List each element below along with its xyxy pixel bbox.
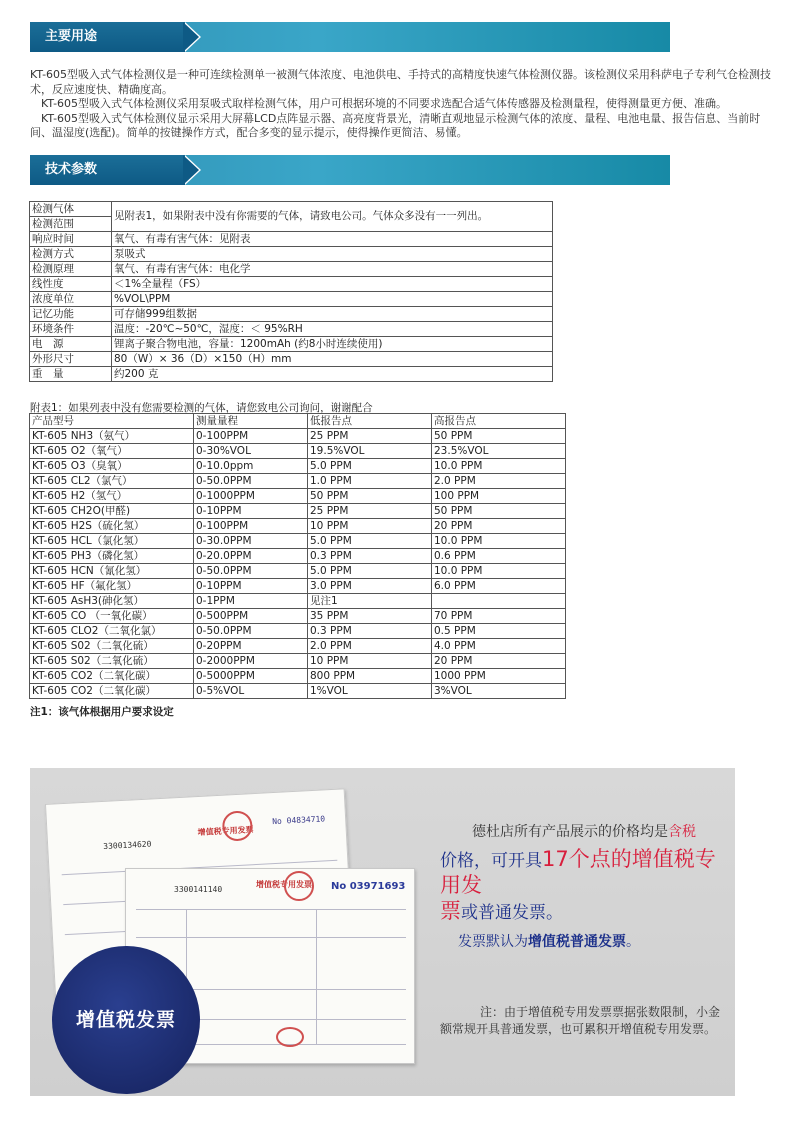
banner-chevron-icon	[183, 22, 199, 52]
gas-table-row	[30, 459, 566, 474]
spec-value: 可存储999组数据	[112, 307, 553, 322]
promo-text: 或	[461, 903, 478, 923]
gas-table-row	[30, 489, 566, 504]
invoice-rule	[316, 909, 317, 1044]
spec-row	[30, 367, 553, 382]
gas-table-cell: 0-50.0PPM	[194, 564, 308, 579]
gas-table-cell: 0-10PPM	[194, 504, 308, 519]
gas-table-cell: 0-20.0PPM	[194, 549, 308, 564]
invoice-stamp-icon	[276, 1027, 304, 1047]
invoice-number-back: 3300134620	[103, 839, 152, 851]
gas-table-cell: 10.0 PPM	[432, 534, 566, 549]
gas-table-cell: 20 PPM	[432, 519, 566, 534]
gas-table-cell: 20 PPM	[432, 654, 566, 669]
promo-highlight: 票	[440, 899, 461, 923]
gas-table-row	[30, 444, 566, 459]
promo-line-3	[440, 899, 730, 925]
gas-table-cell: 0-5%VOL	[194, 684, 308, 699]
spec-value: 温度：-20℃~50℃，湿度：＜ 95%RH	[112, 322, 553, 337]
gas-table-cell: KT-605 PH3（磷化氢）	[30, 549, 194, 564]
gas-table	[29, 413, 566, 699]
gas-table-cell: KT-605 HF（氟化氢）	[30, 579, 194, 594]
gas-table-cell: 0.3 PPM	[308, 624, 432, 639]
gas-table-row	[30, 669, 566, 684]
gas-table-caption: 附表1：如果列表中没有您需要检测的气体，请您致电公司询问，谢谢配合	[30, 402, 373, 414]
invoice-promo-text	[440, 823, 730, 951]
spec-row	[30, 262, 553, 277]
gas-table-cell: 19.5%VOL	[308, 444, 432, 459]
gas-table-row	[30, 474, 566, 489]
gas-table-header: 产品型号	[30, 414, 194, 429]
gas-table-cell: KT-605 HCN（氰化氢）	[30, 564, 194, 579]
promo-highlight: 含税	[668, 824, 696, 840]
gas-table-cell: 10.0 PPM	[432, 564, 566, 579]
gas-table-cell: KT-605 CH2O(甲醛)	[30, 504, 194, 519]
gas-table-cell: 0-20PPM	[194, 639, 308, 654]
spec-value: 80（W）× 36（D）×150（H）mm	[112, 352, 553, 367]
spec-key: 外形尺寸	[30, 352, 112, 367]
gas-table-row	[30, 594, 566, 609]
gas-table-cell: KT-605 HCL（氯化氢）	[30, 534, 194, 549]
gas-table-cell: 23.5%VOL	[432, 444, 566, 459]
spec-value: 见附表1，如果附表中没有你需要的气体，请致电公司。气体众多没有一一列出。	[112, 202, 553, 232]
spec-key: 环境条件	[30, 322, 112, 337]
promo-text: 。	[546, 903, 563, 923]
gas-table-cell: 0-5000PPM	[194, 669, 308, 684]
gas-table-cell: KT-605 CO2（二氧化碳）	[30, 669, 194, 684]
spec-row	[30, 322, 553, 337]
spec-key: 检测气体	[30, 202, 112, 217]
invoice-rule	[136, 937, 406, 938]
gas-table-cell: 0-30.0PPM	[194, 534, 308, 549]
promo-text: 。	[626, 934, 640, 950]
gas-table-cell: 3%VOL	[432, 684, 566, 699]
spec-table	[29, 201, 553, 382]
gas-table-row	[30, 549, 566, 564]
promo-highlight: 普通发票	[478, 903, 546, 923]
gas-table-cell: 0-100PPM	[194, 429, 308, 444]
spec-section-banner	[30, 155, 670, 185]
promo-highlight: 增值税专用发	[440, 847, 716, 897]
gas-table-cell: 70 PPM	[432, 609, 566, 624]
gas-table-cell	[432, 594, 566, 609]
gas-table-cell: 25 PPM	[308, 504, 432, 519]
spec-section-title: 技术参数	[30, 155, 185, 185]
gas-table-cell: 5.0 PPM	[308, 459, 432, 474]
gas-table-cell: KT-605 O3（臭氧）	[30, 459, 194, 474]
spec-key: 记忆功能	[30, 307, 112, 322]
intro-paragraph-1: KT-605型吸入式气体检测仪是一种可连续检测单一被测气体浓度、电池供电、手持式的高精度快速气体检测仪器。该检测仪采用科萨电子专利气仓检测技术，反应速度快、精确度高。	[30, 68, 772, 96]
gas-table-cell: 0-100PPM	[194, 519, 308, 534]
gas-table-header: 低报告点	[308, 414, 432, 429]
gas-table-cell: 5.0 PPM	[308, 564, 432, 579]
gas-table-cell: 0-500PPM	[194, 609, 308, 624]
gas-table-cell: KT-605 H2（氢气）	[30, 489, 194, 504]
promo-line-4	[440, 933, 730, 951]
gas-table-row	[30, 429, 566, 444]
gas-table-cell: 见注1	[308, 594, 432, 609]
spec-value: 锂离子聚合物电池，容量：1200mAh (约8小时连续使用)	[112, 337, 553, 352]
invoice-title-back: 增值税专用发票	[197, 825, 254, 838]
spec-value: 氧气、有毒有害气体：见附表	[112, 232, 553, 247]
gas-table-cell: 0-1000PPM	[194, 489, 308, 504]
usage-section-banner	[30, 22, 670, 52]
gas-table-row	[30, 639, 566, 654]
gas-table-row	[30, 534, 566, 549]
spec-row	[30, 292, 553, 307]
gas-table-cell: 50 PPM	[308, 489, 432, 504]
intro-paragraph-2: KT-605型吸入式气体检测仪采用泵吸式取样检测气体，用户可根据环境的不同要求选配合适气体传感器及检测量程，使得测量更方便、准确。	[41, 97, 728, 110]
gas-table-cell: 4.0 PPM	[432, 639, 566, 654]
spec-row	[30, 247, 553, 262]
spec-row	[30, 202, 553, 217]
gas-table-note: 注1：该气体根据用户要求设定	[30, 706, 174, 718]
spec-key: 检测范围	[30, 217, 112, 232]
gas-table-row	[30, 684, 566, 699]
gas-table-cell: 1.0 PPM	[308, 474, 432, 489]
gas-table-row	[30, 609, 566, 624]
spec-row	[30, 337, 553, 352]
gas-table-cell: 0-50.0PPM	[194, 474, 308, 489]
gas-table-cell: 0-10PPM	[194, 579, 308, 594]
gas-table-cell: 50 PPM	[432, 429, 566, 444]
gas-table-cell: 0-50.0PPM	[194, 624, 308, 639]
promo-line-2	[440, 847, 730, 899]
gas-table-cell: 100 PPM	[432, 489, 566, 504]
gas-table-cell: 35 PPM	[308, 609, 432, 624]
gas-table-row	[30, 504, 566, 519]
gas-table-cell: 50 PPM	[432, 504, 566, 519]
gas-table-cell: 0.3 PPM	[308, 549, 432, 564]
invoice-promo-image	[30, 768, 735, 1096]
usage-section-title: 主要用途	[30, 22, 185, 52]
gas-table-cell: 10.0 PPM	[432, 459, 566, 474]
gas-table-cell: KT-605 S02（二氧化硫）	[30, 654, 194, 669]
gas-table-row	[30, 654, 566, 669]
invoice-stamp-icon	[284, 871, 314, 901]
gas-table-header: 测量量程	[194, 414, 308, 429]
spec-value: 约200 克	[112, 367, 553, 382]
invoice-rule	[136, 909, 406, 910]
promo-highlight: 17个点的	[542, 847, 632, 871]
spec-key: 响应时间	[30, 232, 112, 247]
invoice-serial-back: No 04834710	[271, 814, 326, 827]
intro-paragraph-3: KT-605型吸入式气体检测仪显示采用大屏幕LCD点阵显示器、高亮度背景光，清晰直观地显示检测气体的浓度、量程、电池电量、报告信息、当前时间、温湿度(选配)。简单的按键操作方式，配合多变的显示提示，使得操作更简洁、易懂。	[30, 111, 761, 139]
gas-table-row	[30, 579, 566, 594]
promo-text: 发票默认为	[458, 934, 528, 950]
intro-text	[30, 68, 775, 141]
gas-table-cell: 5.0 PPM	[308, 534, 432, 549]
gas-table-cell: 10 PPM	[308, 654, 432, 669]
promo-line-1	[440, 823, 730, 841]
gas-table-cell: 0-10.0ppm	[194, 459, 308, 474]
gas-table-cell: KT-605 H2S（硫化氢）	[30, 519, 194, 534]
spec-value: 氧气、有毒有害气体：电化学	[112, 262, 553, 277]
gas-table-cell: 800 PPM	[308, 669, 432, 684]
gas-table-row	[30, 564, 566, 579]
gas-table-cell: 0.6 PPM	[432, 549, 566, 564]
gas-table-cell: 0-1PPM	[194, 594, 308, 609]
spec-key: 重 量	[30, 367, 112, 382]
spec-value: 泵吸式	[112, 247, 553, 262]
spec-value: %VOL\PPM	[112, 292, 553, 307]
promo-highlight: 增值税普通发票	[528, 934, 626, 950]
spec-row	[30, 277, 553, 292]
gas-table-cell: 6.0 PPM	[432, 579, 566, 594]
spec-key: 检测方式	[30, 247, 112, 262]
invoice-serial-front: No 03971693	[331, 881, 406, 892]
gas-table-cell: KT-605 O2（氧气）	[30, 444, 194, 459]
promo-text: 德杜店所有产品展示的价格均是	[472, 824, 668, 840]
gas-table-cell: KT-605 CL2（氯气）	[30, 474, 194, 489]
gas-table-cell: 1%VOL	[308, 684, 432, 699]
spec-row	[30, 307, 553, 322]
gas-table-cell: KT-605 NH3（氨气）	[30, 429, 194, 444]
gas-table-cell: 1000 PPM	[432, 669, 566, 684]
vat-invoice-badge: 增值税发票	[52, 946, 200, 1094]
gas-table-cell: 0-30%VOL	[194, 444, 308, 459]
gas-table-header-row	[30, 414, 566, 429]
spec-row	[30, 232, 553, 247]
invoice-promo-note: 注：由于增值税专用发票票据张数限制，小金额常规开具普通发票，也可累积开增值税专用发票。	[440, 1005, 721, 1036]
gas-table-row	[30, 624, 566, 639]
gas-table-cell: KT-605 S02（二氧化硫）	[30, 639, 194, 654]
gas-table-cell: KT-605 CO （一氧化碳）	[30, 609, 194, 624]
gas-table-cell: KT-605 AsH3(砷化氢）	[30, 594, 194, 609]
spec-key: 电 源	[30, 337, 112, 352]
gas-table-cell: 0-2000PPM	[194, 654, 308, 669]
gas-table-cell: 0.5 PPM	[432, 624, 566, 639]
gas-table-cell: 10 PPM	[308, 519, 432, 534]
gas-table-cell: KT-605 CLO2（二氧化氯）	[30, 624, 194, 639]
gas-table-cell: 2.0 PPM	[432, 474, 566, 489]
spec-value: ＜1%全量程（FS）	[112, 277, 553, 292]
spec-key: 浓度单位	[30, 292, 112, 307]
invoice-number-front: 3300141140	[174, 885, 223, 894]
spec-row	[30, 352, 553, 367]
gas-table-cell: 2.0 PPM	[308, 639, 432, 654]
gas-table-cell: KT-605 CO2（二氧化碳）	[30, 684, 194, 699]
gas-table-cell: 3.0 PPM	[308, 579, 432, 594]
promo-text: 价格，可开具	[440, 851, 542, 871]
spec-key: 检测原理	[30, 262, 112, 277]
spec-key: 线性度	[30, 277, 112, 292]
invoice-title-front: 增值税专用发票	[256, 880, 312, 889]
invoice-stamp-icon	[222, 810, 254, 842]
gas-table-header: 高报告点	[432, 414, 566, 429]
gas-table-cell: 25 PPM	[308, 429, 432, 444]
banner-chevron-icon	[183, 155, 199, 185]
gas-table-row	[30, 519, 566, 534]
